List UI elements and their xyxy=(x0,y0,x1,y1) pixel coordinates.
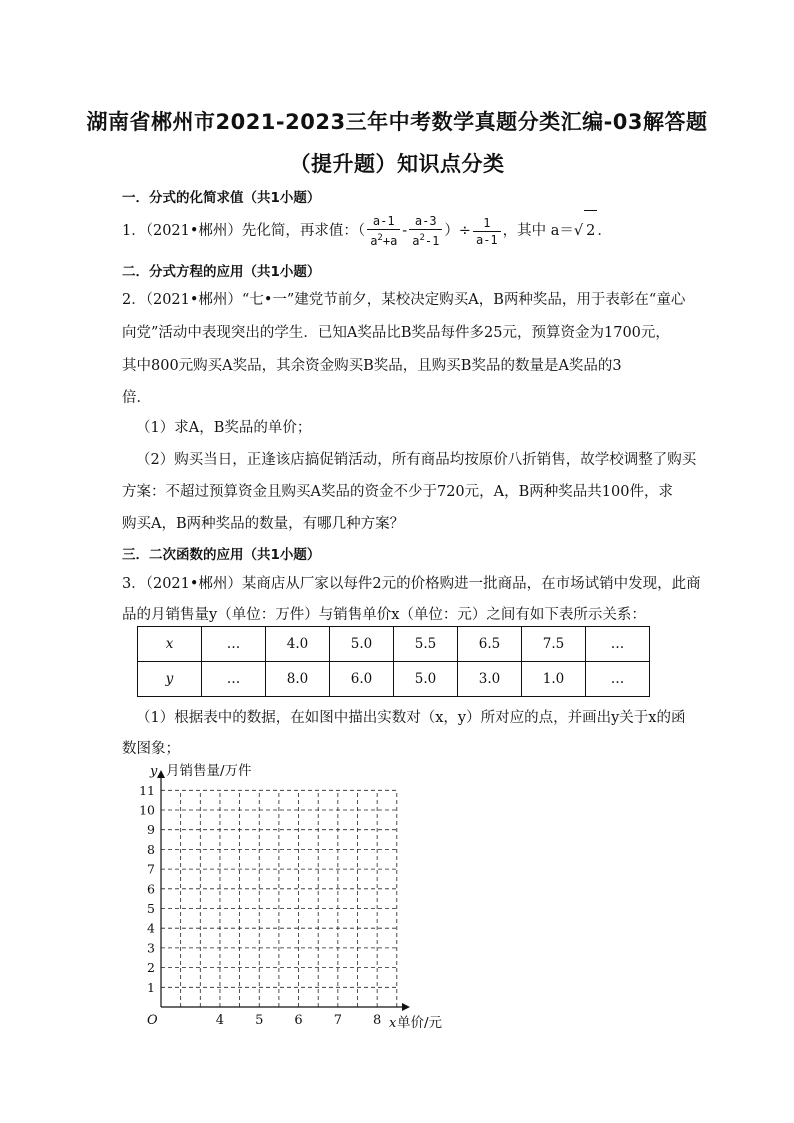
q1-fraction-3 xyxy=(473,215,501,248)
y-axis-unit-label: 月销售量/万件 xyxy=(166,763,252,779)
table-cell: 5.5 xyxy=(394,627,458,662)
q3-part-1-line-2: 数图象； xyxy=(122,741,180,757)
q2-line-2: 向党”活动中表现突出的学生．已知A奖品比B奖品每件多25元，预算资金为1700元， xyxy=(122,325,670,341)
section-heading-2: 二．分式方程的应用（共1小题） xyxy=(122,264,321,280)
q1-close-div: ）÷ xyxy=(444,223,471,239)
q2-part-2-line-3: 购买A，B两种奖品的数量，有哪几种方案？ xyxy=(122,516,405,532)
q3-part-1-line-1: （1）根据表中的数据，在如图中描出实数对（x，y）所对应的点，并画出y关于x的函 xyxy=(136,710,686,726)
x-tick-label: 4 xyxy=(215,1013,225,1028)
table-cell: 6.0 xyxy=(330,662,394,697)
table-row-y xyxy=(138,662,650,697)
table-row-x xyxy=(138,627,650,662)
y-tick-label: 2 xyxy=(147,960,155,976)
table-cell: … xyxy=(586,662,650,697)
y-tick-label: 11 xyxy=(139,782,155,798)
q1-f2-num: a-3 xyxy=(409,213,442,230)
table-cell: … xyxy=(202,627,266,662)
y-tick-label: 5 xyxy=(147,901,155,916)
origin-label: O xyxy=(147,1013,158,1028)
x-tick-label: 8 xyxy=(373,1013,382,1028)
question-1 xyxy=(122,210,612,250)
section-heading-1: 一．分式的化简求值（共1小题） xyxy=(122,190,321,206)
table-cell: 5.0 xyxy=(394,662,458,697)
y-tick-label: 1 xyxy=(147,979,155,995)
q1-f1-num: a-1 xyxy=(367,213,400,230)
table-cell: 7.5 xyxy=(522,627,586,662)
q2-part-2-line-1: （2）购买当日，正逢该店搞促销活动，所有商品均按原价八折销售，故学校调整了购买 xyxy=(136,452,697,468)
y-tick-label: 6 xyxy=(147,881,155,897)
y-tick-label: 10 xyxy=(139,802,155,818)
table-cell: 8.0 xyxy=(266,662,330,697)
q2-part-1: （1）求A，B奖品的单价； xyxy=(136,420,312,436)
q1-sqrt-value: 2 xyxy=(584,210,597,251)
table-cell: 1.0 xyxy=(522,662,586,697)
y-tick-label: 8 xyxy=(147,841,155,857)
q1-fraction-2 xyxy=(409,213,442,249)
q1-end: ． xyxy=(597,223,612,239)
y-axis-symbol: y xyxy=(150,764,158,779)
x-axis-symbol: x xyxy=(389,1016,397,1031)
table-cell: … xyxy=(202,662,266,697)
y-axis-arrow-icon xyxy=(157,770,165,778)
sqrt-symbol: √ xyxy=(573,223,584,239)
y-tick-label: 7 xyxy=(147,861,155,877)
q2-part-2-line-2: 方案：不超过预算资金且购买A奖品的资金不少于720元，A，B两种奖品共100件，求 xyxy=(122,484,673,500)
q1-f2-den: $a^2-1$ xyxy=(412,233,440,248)
table-cell: 4.0 xyxy=(266,627,330,662)
data-table xyxy=(137,626,650,697)
coordinate-grid-chart xyxy=(130,760,460,1040)
y-tick-label: 9 xyxy=(147,822,155,838)
page-title-line2: （提升题）知识点分类 xyxy=(289,152,505,176)
y-tick-label: 4 xyxy=(147,920,155,936)
table-cell: y xyxy=(138,662,202,697)
x-tick-label: 7 xyxy=(333,1013,342,1028)
table-cell: 3.0 xyxy=(458,662,522,697)
q1-f3-den: a-1 xyxy=(475,232,498,247)
q1-suffix: ，其中 a＝ xyxy=(502,223,574,239)
q3-line-2: 品的月销售量y（单位：万件）与销售单价x（单位：元）之间有如下表所示关系： xyxy=(122,607,646,623)
y-tick-label: 3 xyxy=(147,940,155,956)
table-cell: 6.5 xyxy=(458,627,522,662)
x-axis-unit-label: 单价/元 xyxy=(397,1015,443,1031)
x-tick-label: 5 xyxy=(255,1013,264,1028)
table-cell: x xyxy=(138,627,202,662)
q1-fraction-1 xyxy=(367,213,400,249)
x-axis-arrow-icon xyxy=(402,1003,410,1011)
q1-prefix: 1．（2021•郴州）先化简，再求值：（ xyxy=(122,223,366,239)
section-heading-3: 三．二次函数的应用（共1小题） xyxy=(122,547,321,563)
table-cell: 5.0 xyxy=(330,627,394,662)
q1-f3-num: 1 xyxy=(473,215,501,232)
q3-line-1: 3．（2021•郴州）某商店从厂家以每件2元的价格购进一批商品，在市场试销中发现，此商 xyxy=(122,576,701,592)
q2-line-3: 其中800元购买A奖品，其余资金购买B奖品，且购买B奖品的数量是A奖品的3 xyxy=(122,358,622,374)
q1-minus: - xyxy=(402,223,408,239)
table-cell: … xyxy=(586,627,650,662)
q2-line-4: 倍． xyxy=(122,390,151,406)
x-tick-label: 6 xyxy=(294,1013,303,1028)
q1-f1-den: $a^2+a$ xyxy=(370,233,398,248)
page-title-line1: 湖南省郴州市2021-2023三年中考数学真题分类汇编-03解答题 xyxy=(86,110,708,134)
q2-line-1: 2．（2021•郴州）“七•一”建党节前夕，某校决定购买A，B两种奖品，用于表彰在“童心 xyxy=(122,292,686,308)
